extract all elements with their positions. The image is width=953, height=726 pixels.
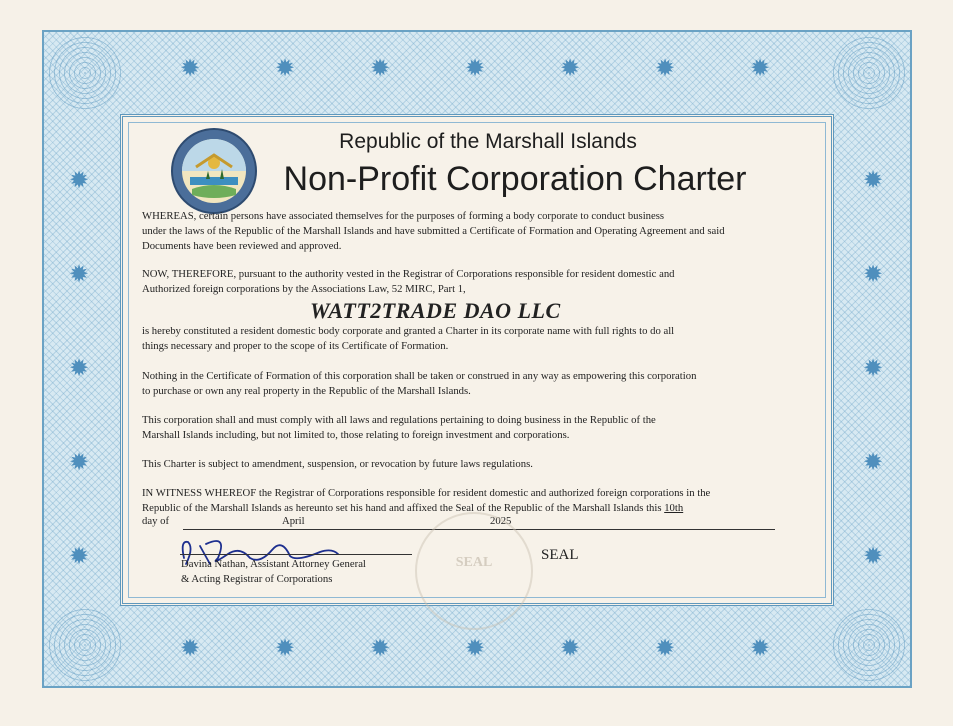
embossed-seal-text: SEAL — [455, 555, 493, 570]
corner-ornament-top-left — [46, 34, 124, 112]
month-value: April — [282, 515, 305, 527]
rosette-icon: ✹ — [464, 636, 486, 662]
rosette-icon: ✹ — [654, 636, 676, 662]
nothing-line: to purchase or own any real property in the Republic of the Marshall Islands. — [142, 385, 471, 397]
constituted-paragraph — [142, 324, 822, 354]
rosette-icon: ✹ — [862, 168, 884, 194]
day-of-label: day of — [142, 515, 170, 527]
signatory-role: & Acting Registrar of Corporations — [181, 573, 333, 585]
now-therefore-paragraph — [142, 267, 822, 297]
seal-label: SEAL — [541, 547, 579, 563]
witness-line-text: Republic of the Marshall Islands as hereunto set his hand and affixed the Seal of the Republic of the Marshall Islands this — [142, 502, 662, 514]
whereas-paragraph — [142, 209, 822, 254]
nothing-line: Nothing in the Certificate of Formation of this corporation shall be taken or construed in any way as empowering this corporation — [142, 370, 697, 382]
rosette-icon: ✹ — [559, 636, 581, 662]
rosette-icon: ✹ — [369, 56, 391, 82]
witness-paragraph — [142, 486, 822, 516]
corner-ornament-bottom-right — [830, 606, 908, 684]
rosette-icon: ✹ — [749, 56, 771, 82]
certificate-title: Non-Profit Corporation Charter — [283, 160, 747, 198]
witness-line: IN WITNESS WHEREOF the Registrar of Corporations responsible for resident domestic and authorized foreign corporations in the — [142, 487, 711, 499]
now-therefore-line: NOW, THEREFORE, pursuant to the authority vested in the Registrar of Corporations responsible for resident domestic and — [142, 268, 675, 280]
rosette-icon: ✹ — [274, 56, 296, 82]
rosette-icon: ✹ — [369, 636, 391, 662]
corner-ornament-top-right — [830, 34, 908, 112]
rosette-icon: ✹ — [654, 56, 676, 82]
company-name: WATT2TRADE DAO LLC — [310, 298, 561, 323]
rosette-icon: ✹ — [559, 56, 581, 82]
constituted-line: is hereby constituted a resident domestic body corporate and granted a Charter in its corporate name with full rights to do all — [142, 325, 675, 337]
country-heading: Republic of the Marshall Islands — [339, 130, 637, 153]
comply-paragraph — [142, 413, 822, 443]
rosette-icon: ✹ — [464, 56, 486, 82]
rosette-icon: ✹ — [68, 262, 90, 288]
charter-subject-paragraph: This Charter is subject to amendment, suspension, or revocation by future laws regulations. — [142, 458, 533, 470]
rosette-icon: ✹ — [862, 262, 884, 288]
nothing-paragraph — [142, 369, 822, 399]
rosette-icon: ✹ — [862, 544, 884, 570]
comply-line: This corporation shall and must comply with all laws and regulations pertaining to doing business in the Republic of the — [142, 414, 656, 426]
year-value: 2025 — [490, 515, 512, 527]
rosette-icon: ✹ — [274, 636, 296, 662]
rosette-icon: ✹ — [749, 636, 771, 662]
corner-ornament-bottom-left — [46, 606, 124, 684]
constituted-line: things necessary and proper to the scope of its Certificate of Formation. — [142, 340, 449, 352]
rosette-icon: ✹ — [862, 356, 884, 382]
signature-line — [180, 554, 412, 555]
rosette-icon: ✹ — [179, 56, 201, 82]
whereas-line: under the laws of the Republic of the Marshall Islands and have submitted a Certificate of Formation and Operating Agreement and said — [142, 225, 725, 237]
signatory-name: Davina Nathan, Assistant Attorney General — [181, 558, 366, 570]
embossed-seal — [415, 512, 533, 630]
rosette-icon: ✹ — [68, 356, 90, 382]
now-therefore-line: Authorized foreign corporations by the Associations Law, 52 MIRC, Part 1, — [142, 283, 466, 295]
whereas-line: WHEREAS, certain persons have associated themselves for the purposes of forming a body corporate to conduct business — [142, 210, 665, 222]
day-number: 10th — [664, 502, 684, 514]
marshall-islands-seal-logo — [170, 127, 258, 215]
rosette-icon: ✹ — [862, 450, 884, 476]
whereas-line: Documents have been reviewed and approved. — [142, 240, 342, 252]
rosette-icon: ✹ — [68, 544, 90, 570]
rosette-icon: ✹ — [179, 636, 201, 662]
rosette-icon: ✹ — [68, 168, 90, 194]
rosette-icon: ✹ — [68, 450, 90, 476]
comply-line: Marshall Islands including, but not limited to, those relating to foreign investment and corporations. — [142, 429, 570, 441]
